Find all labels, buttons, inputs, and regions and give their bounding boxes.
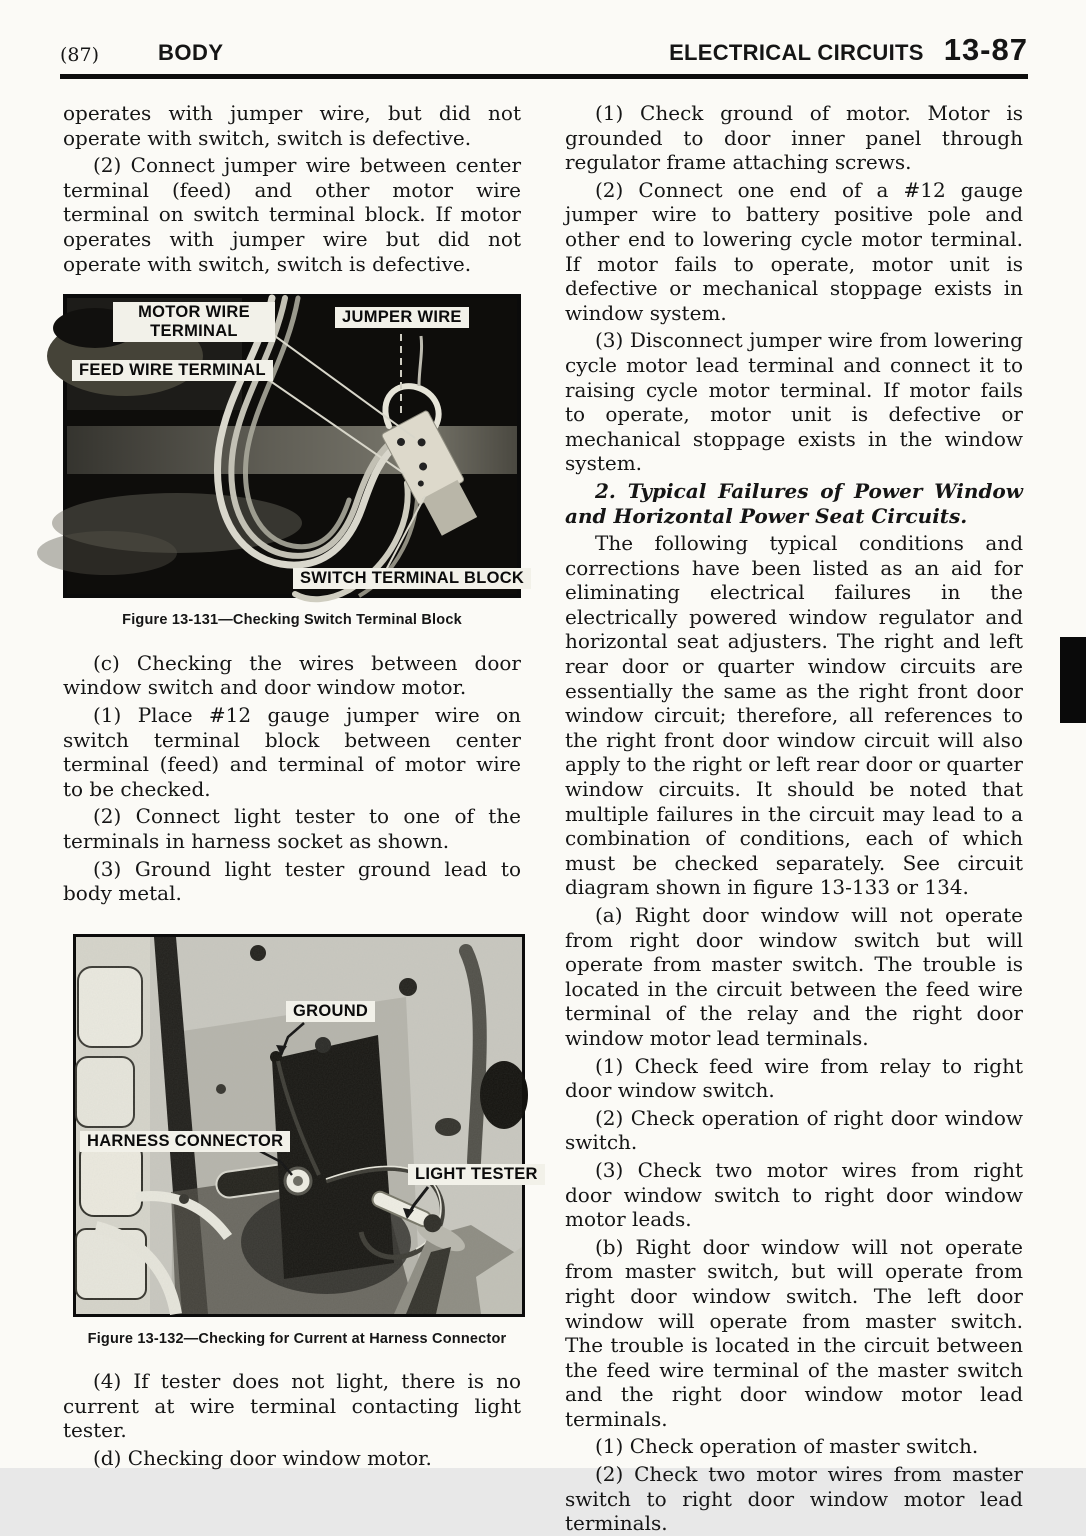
- paragraph-a2: (2) Check operation of right door window switch.: [565, 1105, 1023, 1155]
- figure-13-131: [63, 294, 525, 598]
- figure-13-131-caption: Figure 13-131—Checking Switch Terminal Block: [122, 612, 462, 629]
- paragraph-c4: (4) If tester does not light, there is no current at wire terminal contacting light tester.: [63, 1369, 521, 1443]
- label-jumper-wire: JUMPER WIRE: [335, 307, 469, 328]
- figure-13-132: [73, 934, 538, 1317]
- paragraph-a1: (1) Check feed wire from relay to right door window switch.: [565, 1053, 1023, 1103]
- paragraph-item-d: (d) Checking door window motor.: [93, 1446, 432, 1471]
- paragraph-step-2: (2) Connect one end of a #12 gauge jumper wire to battery positive pole and other end to lowering cycle motor terminal. If motor fails to operate, motor unit is defective or mechanical stoppage exists in window system.: [565, 177, 1023, 325]
- section-heading-2: 2. Typical Failures of Power Window and Horizontal Power Seat Circuits.: [565, 478, 1023, 528]
- label-ground: GROUND: [286, 1001, 375, 1022]
- label-feed-wire-terminal: FEED WIRE TERMINAL: [72, 360, 273, 381]
- paragraph-c2: (2) Connect light tester to one of the terminals in harness socket as shown.: [63, 804, 521, 853]
- left-column: [63, 98, 538, 1471]
- section-title-left: BODY: [158, 40, 224, 65]
- paragraph-b1: (1) Check operation of master switch.: [595, 1434, 979, 1459]
- paragraph-c1: (1) Place #12 gauge jumper wire on switch terminal block between center terminal (feed) and terminal of motor wire to be checked.: [63, 702, 521, 801]
- figure-13-131-photo: [67, 298, 517, 594]
- paragraph-item-a: (a) Right door window will not operate from right door window switch but will operate from master switch. The trouble is located in the circuit between the feed wire terminal of the relay and the right door window motor lead terminals.: [565, 903, 1023, 1050]
- paragraph-continuation: operates with jumper wire, but did not operate with switch, switch is defective.: [63, 101, 521, 150]
- page-ref-left: (87): [60, 44, 100, 66]
- paragraph-step-2: (2) Connect jumper wire between center terminal (feed) and other motor wire terminal on switch terminal block. If motor operates with jumper wire but did not operate with switch, switch is defective.: [63, 153, 521, 276]
- paragraph-intro: The following typical conditions and corrections have been listed as an aid for eliminating electrical failures in the electrically powered window regulator and horizontal seat adjusters. The right and left rear door or quarter window circuits are essentially the same as the right front door window circuit; therefore, all references to the right front door window circuit will also apply to the right or left rear door or quarter window circuits. It should be noted that multiple failures in the circuit may lead to a combination of conditions, each of which must be checked separately. See circuit diagram shown in figure 13-133 or 134.: [565, 531, 1023, 900]
- label-harness-connector: HARNESS CONNECTOR: [80, 1131, 290, 1152]
- paragraph-b2: (2) Check two motor wires from master switch to right door window motor lead terminals.: [565, 1462, 1023, 1536]
- label-light-tester: LIGHT TESTER: [408, 1164, 545, 1185]
- section-title-right: ELECTRICAL CIRCUITS: [669, 40, 924, 65]
- page-number: 13-87: [943, 32, 1028, 67]
- thumb-index-tab: [1060, 637, 1086, 723]
- paragraph-step-1: (1) Check ground of motor. Motor is grounded to door inner panel through regulator frame attaching screws.: [565, 101, 1023, 175]
- figure-13-132-caption: Figure 13-132—Checking for Current at Harness Connector: [87, 1330, 507, 1347]
- label-switch-terminal-block: SWITCH TERMINAL BLOCK: [293, 568, 531, 589]
- header-right: [669, 32, 1028, 68]
- paragraph-step-3: (3) Disconnect jumper wire from lowering cycle motor lead terminal and connect it to raising cycle motor terminal. If motor fails to operate, motor unit is defective or mechanical stoppage exists in the window system.: [565, 328, 1023, 476]
- paragraph-c3: (3) Ground light tester ground lead to body metal.: [63, 856, 521, 906]
- paragraph-item-b: (b) Right door window will not operate from master switch, but will operate from right door window switch. The left door window will operate from master switch. The trouble is located in the circuit between the feed wire terminal of the master switch and the right door window motor lead terminals.: [565, 1234, 1023, 1431]
- paragraph-a3: (3) Check two motor wires from right door window switch to right door window motor leads.: [565, 1157, 1023, 1232]
- paragraph-item-c: (c) Checking the wires between door window switch and door window motor.: [63, 650, 521, 700]
- header-rule: [60, 74, 1028, 79]
- right-column: [565, 98, 1023, 1536]
- figure-13-132-photo: [76, 937, 522, 1314]
- label-motor-wire-terminal: MOTOR WIRE TERMINAL: [113, 302, 275, 342]
